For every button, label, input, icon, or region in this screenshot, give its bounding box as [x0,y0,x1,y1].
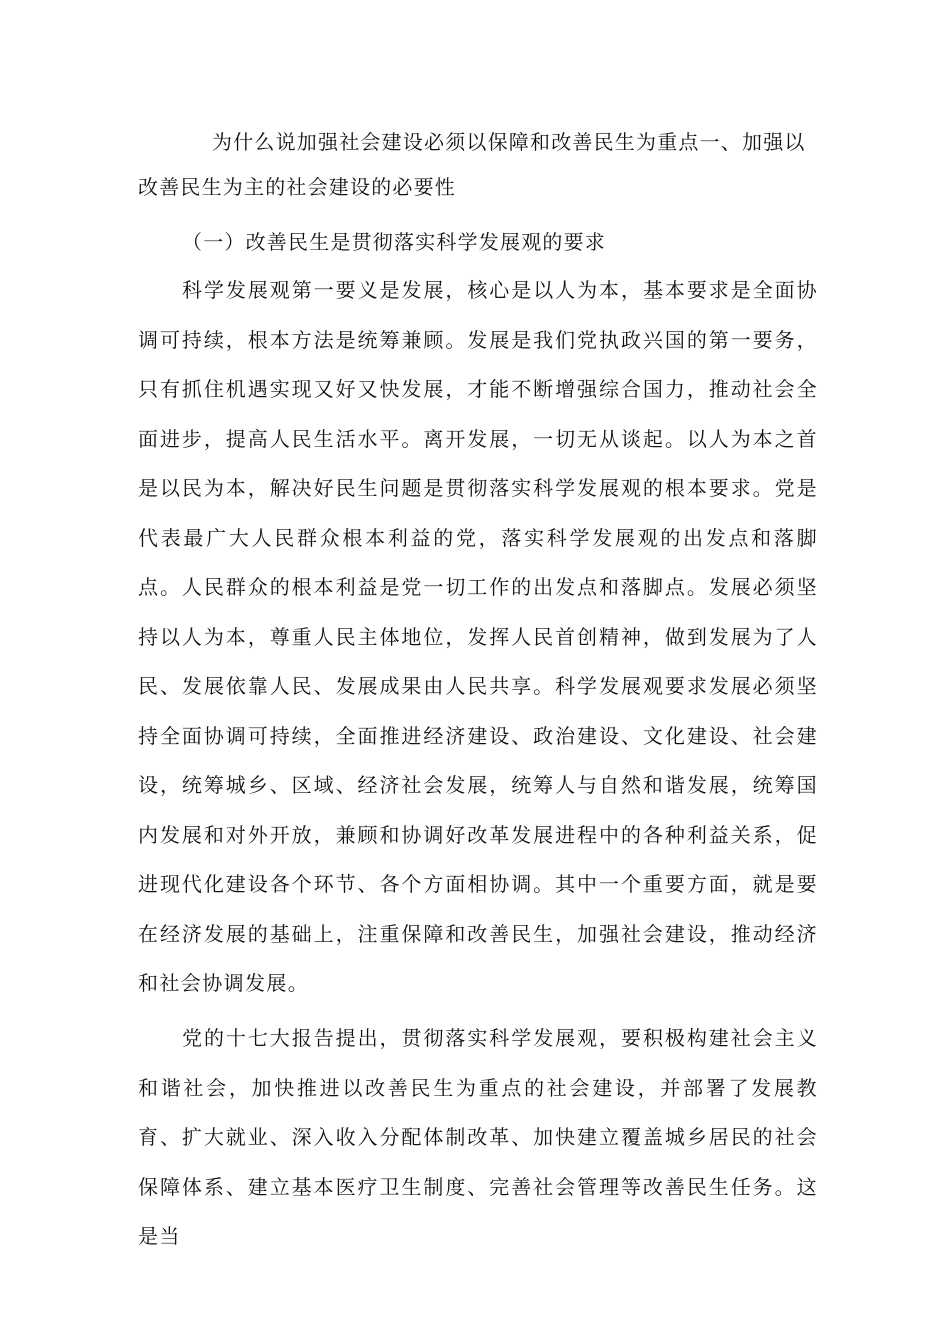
body-paragraph: 科学发展观第一要义是发展，核心是以人为本，基本要求是全面协调可持续，根本方法是统筹兼顾。发展是我们党执政兴国的第一要务，只有抓住机遇实现又好又快发展，才能不断增强综合国力，推动社会全面进步，提高人民生活水平。离开发展，一切无从谈起。以人为本之首是以民为本，解决好民生问题是贯彻落实科学发展观的根本要求。党是代表最广大人民群众根本利益的党，落实科学发展观的出发点和落脚点。人民群众的根本利益是党一切工作的出发点和落脚点。发展必须坚持以人为本，尊重人民主体地位，发挥人民首创精神，做到发展为了人民、发展依靠人民、发展成果由人民共享。科学发展观要求发展必须坚持全面协调可持续，全面推进经济建设、政治建设、文化建设、社会建设，统筹城乡、区域、经济社会发展，统筹人与自然和谐发展，统筹国内发展和对外开放，兼顾和协调好改革发展进程中的各种利益关系，促进现代化建设各个环节、各个方面相协调。其中一个重要方面，就是要在经济发展的基础上，注重保障和改善民生，加强社会建设，推动经济和社会协调发展。 [138,278,818,995]
document-title: 为什么说加强社会建设必须以保障和改善民生为重点一、加强以改善民生为主的社会建设的必要性 [138,130,806,199]
section-heading: （一）改善民生是贯彻落实科学发展观的要求 [182,230,606,254]
body-paragraph: 党的十七大报告提出，贯彻落实科学发展观，要积极构建社会主义和谐社会，加快推进以改善民生为重点的社会建设，并部署了发展教育、扩大就业、深入收入分配体制改革、加快建立覆盖城乡居民的社会保障体系、建立基本医疗卫生制度、完善社会管理等改善民生任务。这是当 [138,1026,818,1248]
